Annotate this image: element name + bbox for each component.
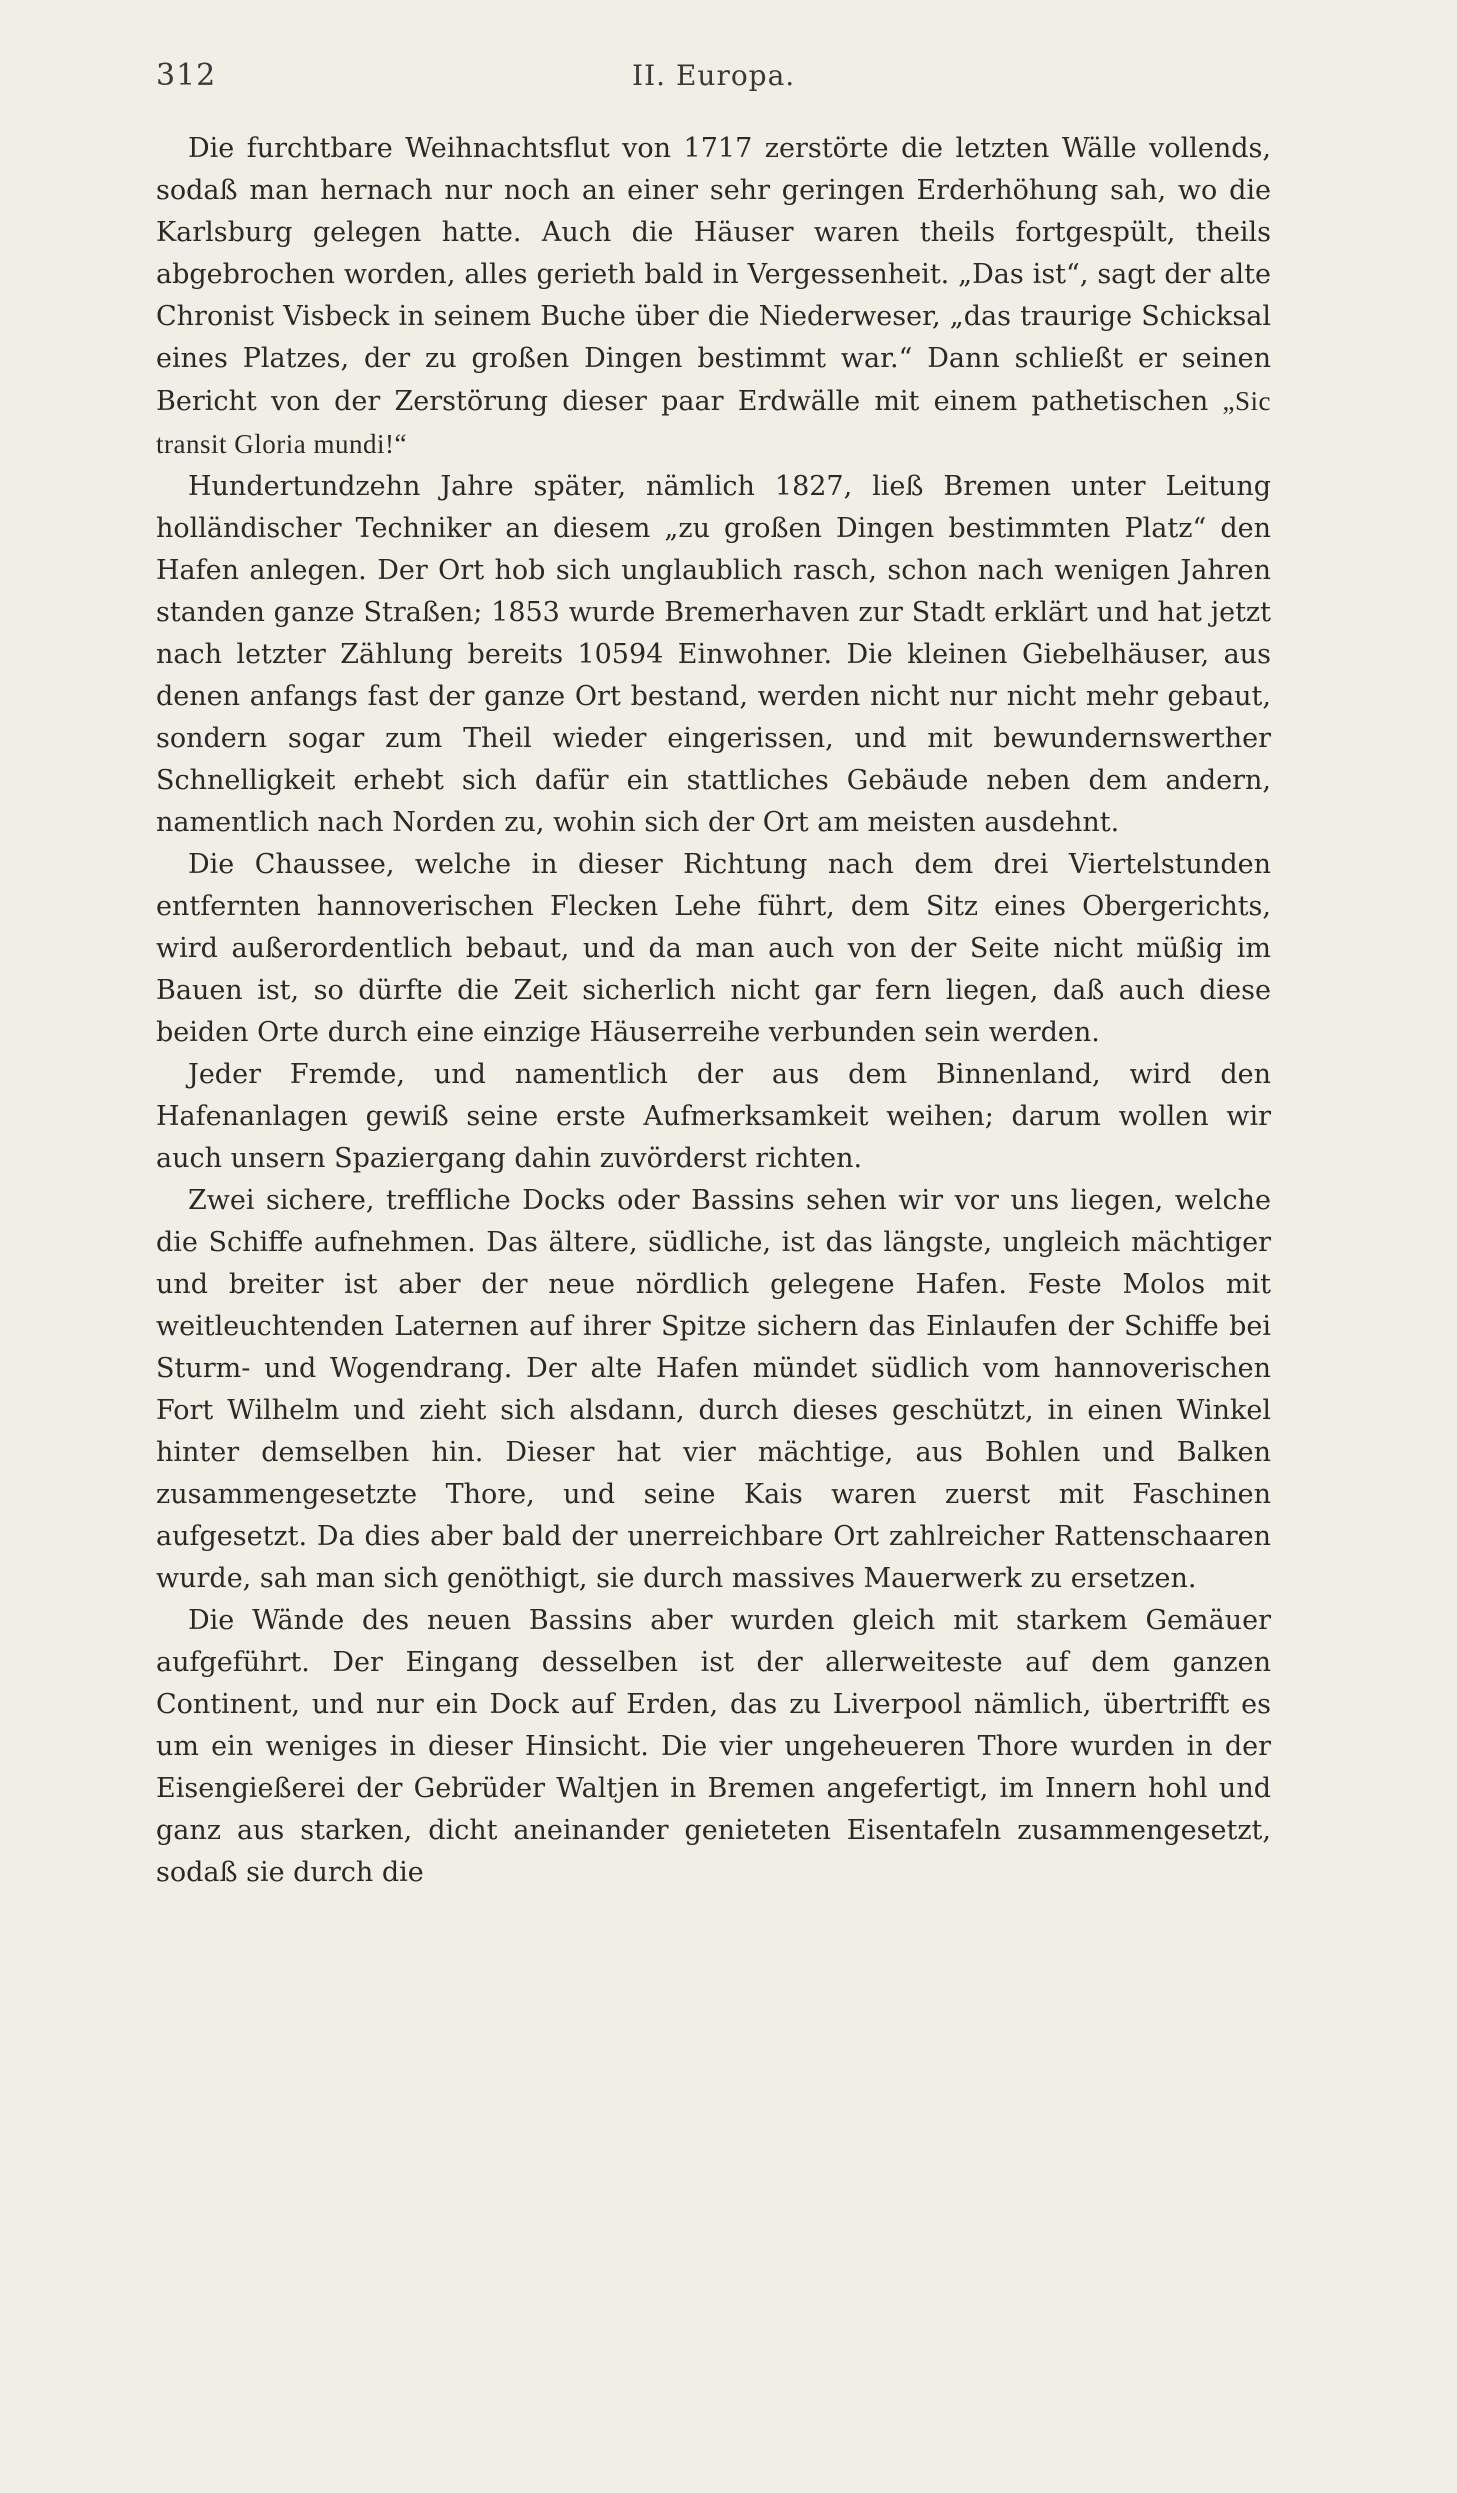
page-number: 312 [156, 58, 217, 93]
paragraph-text: Die furchtbare Weihnachtsflut von 1717 zerstörte die letzten Wälle vollends, sodaß man hernach nur noch an einer sehr geringen Erderhöhung sah, wo die Karlsburg gelegen hatte. Auch die Häuser waren theils fortgespült, theils abgebrochen worden, alles gerieth bald in Vergessenheit. „Das ist“, sagt der alte Chronist Visbeck in seinem Buche über die Niederweser, „das traurige Schicksal eines Platzes, der zu großen Dingen bestimmt war.“ Dann schließt er seinen Bericht von der Zerstörung dieser paar Erdwälle mit einem pathetischen [156, 133, 1271, 417]
paragraph: Die Chaussee, welche in dieser Richtung nach dem drei Viertelstunden entfernten hannoverischen Flecken Lehe führt, dem Sitz eines Obergerichts, wird außerordentlich bebaut, und da man auch von der Seite nicht müßig im Bauen ist, so dürfte die Zeit sicherlich nicht gar fern liegen, daß auch diese beiden Orte durch eine einzige Häuserreihe verbunden sein werden. [156, 849, 1271, 1048]
running-head [156, 58, 1271, 108]
running-title: II. Europa. [632, 59, 796, 92]
paragraph: Die Wände des neuen Bassins aber wurden gleich mit starkem Gemäuer aufgeführt. Der Eingang desselben ist der allerweiteste auf dem ganzen Continent, und nur ein Dock auf Erden, das zu Liverpool nämlich, übertrifft es um ein weniges in dieser Hinsicht. Die vier ungeheueren Thore wurden in der Eisengießerei der Gebrüder Waltjen in Bremen angefertigt, im Innern hohl und ganz aus starken, dicht aneinander genieteten Eisentafeln zusammengesetzt, sodaß sie durch die [156, 1605, 1271, 1888]
paragraph [156, 128, 1271, 466]
paragraph: Jeder Fremde, und namentlich der aus dem Binnenland, wird den Hafenanlagen gewiß seine erste Aufmerksamkeit weihen; darum wollen wir auch unsern Spaziergang dahin zuvörderst richten. [156, 1059, 1271, 1174]
paragraph: Hundertundzehn Jahre später, nämlich 1827, ließ Bremen unter Leitung holländischer Techniker an diesem „zu großen Dingen bestimmten Platz“ den Hafen anlegen. Der Ort hob sich unglaublich rasch, schon nach wenigen Jahren standen ganze Straßen; 1853 wurde Bremerhaven zur Stadt erklärt und hat jetzt nach letzter Zählung bereits 10594 Einwohner. Die kleinen Giebelhäuser, aus denen anfangs fast der ganze Ort bestand, werden nicht nur nicht mehr gebaut, sondern sogar zum Theil wieder eingerissen, und mit bewundernswerther Schnelligkeit erhebt sich dafür ein stattliches Gebäude neben dem andern, namentlich nach Norden zu, wohin sich der Ort am meisten ausdehnt. [156, 471, 1271, 838]
paragraph: Zwei sichere, treffliche Docks oder Bassins sehen wir vor uns liegen, welche die Schiffe aufnehmen. Das ältere, südliche, ist das längste, ungleich mächtiger und breiter ist aber der neue nördlich gelegene Hafen. Feste Molos mit weitleuchtenden Laternen auf ihrer Spitze sichern das Einlaufen der Schiffe bei Sturm- und Wogendrang. Der alte Hafen mündet südlich vom hannoverischen Fort Wilhelm und zieht sich alsdann, durch dieses geschützt, in einen Winkel hinter demselben hin. Dieser hat vier mächtige, aus Bohlen und Balken zusammengesetzte Thore, und seine Kais waren zuerst mit Faschinen aufgesetzt. Da dies aber bald der unerreichbare Ort zahlreicher Rattenschaaren wurde, sah man sich genöthigt, sie durch massives Mauerwerk zu ersetzen. [156, 1185, 1271, 1594]
latin-quote: „Sic transit Gloria mundi!“ [156, 386, 1271, 459]
body-text [156, 128, 1271, 1894]
